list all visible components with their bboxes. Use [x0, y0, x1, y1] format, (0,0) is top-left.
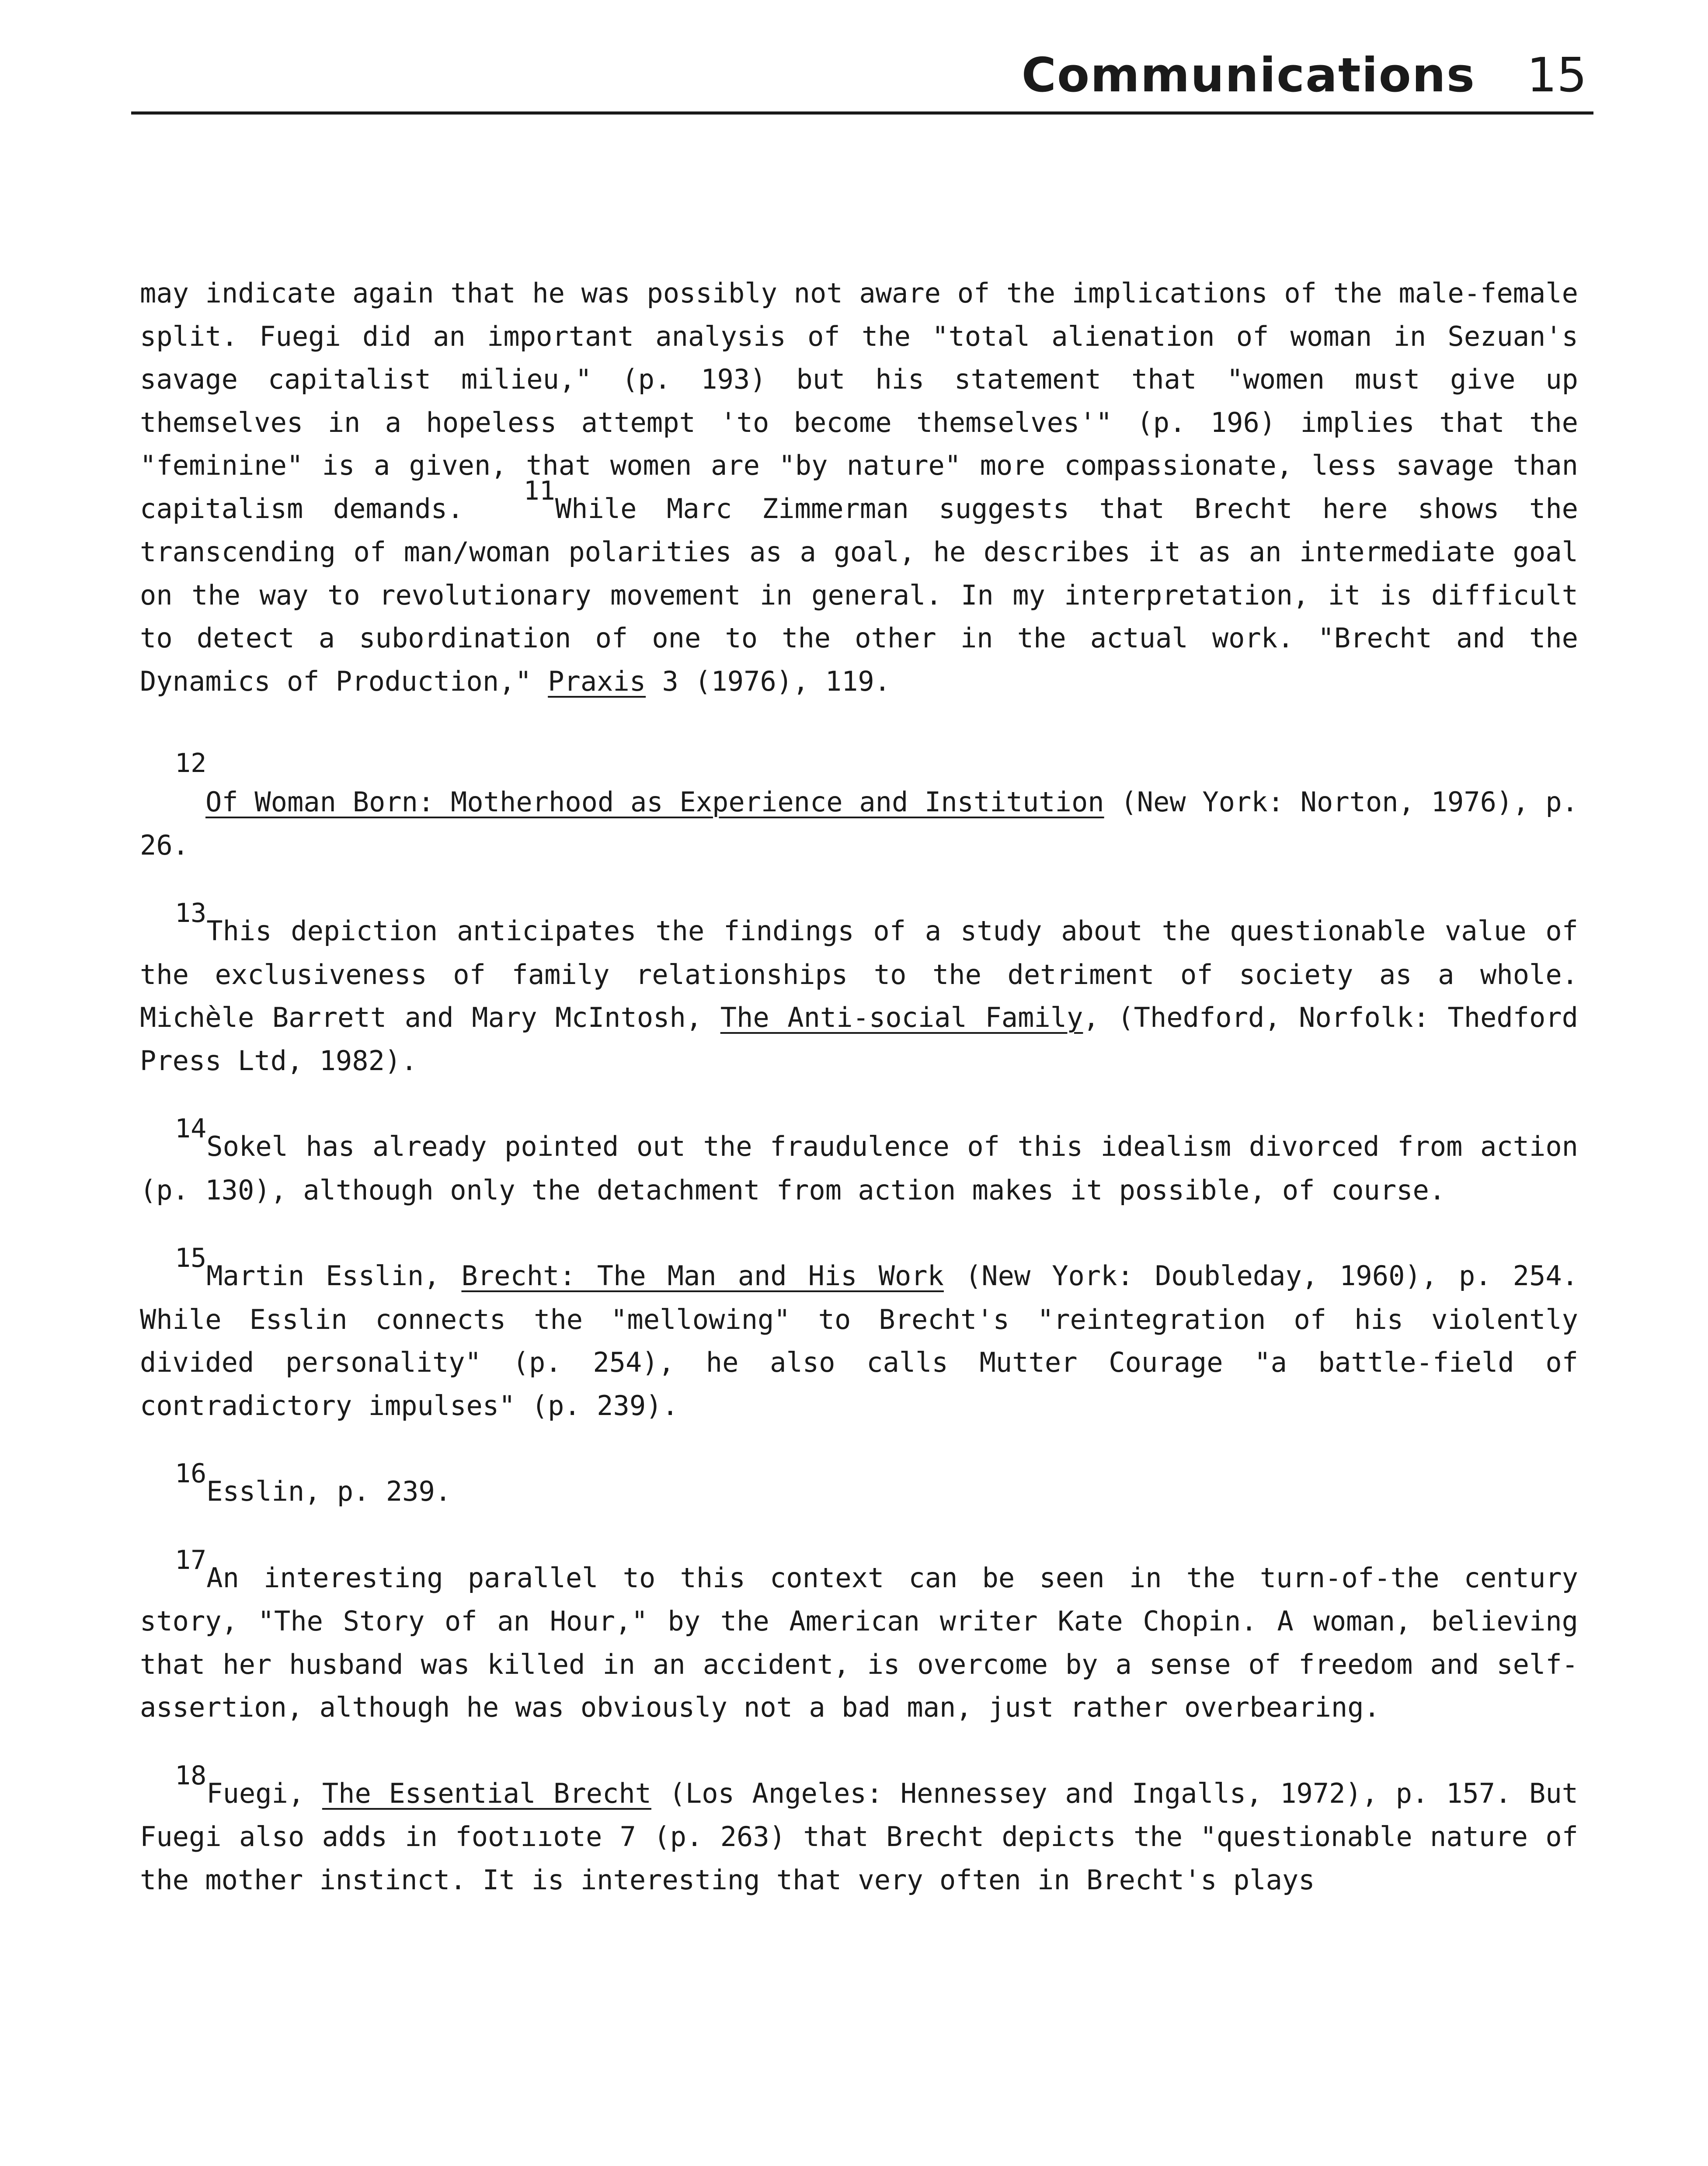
note-number-17: 17	[175, 1544, 207, 1575]
note-number-11: 11	[523, 475, 555, 506]
note-15-title: Brecht: The Man and His Work	[461, 1260, 944, 1292]
note-17-text: An interesting parallel to this context can be seen in the turn-of-the century story, "The Story of an Hour," by the American writer Kate Chopin. A woman, believing that her husband was killed in an accident, is overcome by a sense of freedom and self-assertion, although he was obviously not a bad man, just rather overbearing.	[140, 1561, 1578, 1723]
note-12	[140, 746, 1578, 867]
page-number: 15	[1527, 48, 1587, 103]
note-number-15: 15	[175, 1243, 207, 1273]
note-18-text-end: (Los Angeles: Hennessey and Ingalls, 1972), p. 157. But Fuegi also adds in footııote 7 (p. 263) that Brecht depicts the "questionable nature of the mother instinct. It is interesting that very often in Brecht's plays	[140, 1777, 1578, 1896]
note-13-text-end: , (Thedford, Norfolk: Thedford Press Ltd, 1982).	[140, 1001, 1578, 1077]
note-14-text: Sokel has already pointed out the fraudulence of this idealism divorced from action (p. 130), although only the detachment from action makes it possible, of course.	[140, 1130, 1578, 1206]
note-17	[140, 1544, 1578, 1729]
note-10-continuation	[140, 272, 1578, 703]
note-16	[140, 1458, 1578, 1514]
note-15-text: Martin Esslin,	[206, 1260, 462, 1292]
note-12-text: (New York: Norton, 1976), p. 26.	[140, 786, 1578, 861]
note-18-text: Fuegi,	[206, 1777, 322, 1809]
note-13-text: This depiction anticipates the findings of a study about the questionable value of the exclusiveness of family relationships to the detriment of society as a whole. Michèle Barrett and Mary McIntosh,	[140, 915, 1578, 1033]
running-header	[131, 46, 1593, 115]
note-14	[140, 1113, 1578, 1212]
note-11-text: While Marc Zimmerman suggests that Brecht here shows the transcending of man/woman polarities as a goal, he describes it as an intermediate goal on the way to revolutionary movement in general. In my interpretation, it is difficult to detect a subordination of one to the other in the actual work. "Brecht and the Dynamics of Production,"	[140, 492, 1579, 697]
note-13-title: The Anti-social Family	[720, 1001, 1083, 1033]
note-11-title: Praxis	[548, 665, 646, 697]
note-16-text: Esslin, p. 239.	[206, 1475, 452, 1507]
continuation-text: may indicate again that he was possibly not aware of the implications of the male-female split. Fuegi did an important analysis of the "total alienation of woman in Sezuan's savage capitalist milieu," (p. 193) but his statement that "women must give up themselves in a hopeless attempt 'to become themselves'" (p. 196) implies that the "feminine" is a given, that women are "by nature" more compassionate, less savage than capitalism demands.	[140, 277, 1578, 525]
note-number-14: 14	[175, 1113, 207, 1144]
note-12-title: Of Woman Born: Motherhood as Experience and Institution	[205, 786, 1104, 818]
note-number-16: 16	[175, 1458, 207, 1489]
note-number-18: 18	[175, 1760, 207, 1791]
note-11-text-end: 3 (1976), 119.	[646, 665, 891, 697]
journal-title: Communications	[1021, 48, 1475, 103]
note-number-13: 13	[175, 898, 207, 928]
note-15-text-end: (New York: Doubleday, 1960), p. 254. While Esslin connects the "mellowing" to Brecht's "reintegration of his violently divided personality" (p. 254), he also calls Mutter Courage "a battle-field of contradictory impulses" (p. 239).	[140, 1260, 1578, 1422]
note-18-title: The Essential Brecht	[322, 1777, 651, 1809]
note-18	[140, 1760, 1578, 1902]
endnotes-body	[140, 245, 1578, 1944]
note-number-12: 12	[175, 748, 207, 779]
note-13	[140, 898, 1578, 1082]
note-15	[140, 1243, 1578, 1427]
